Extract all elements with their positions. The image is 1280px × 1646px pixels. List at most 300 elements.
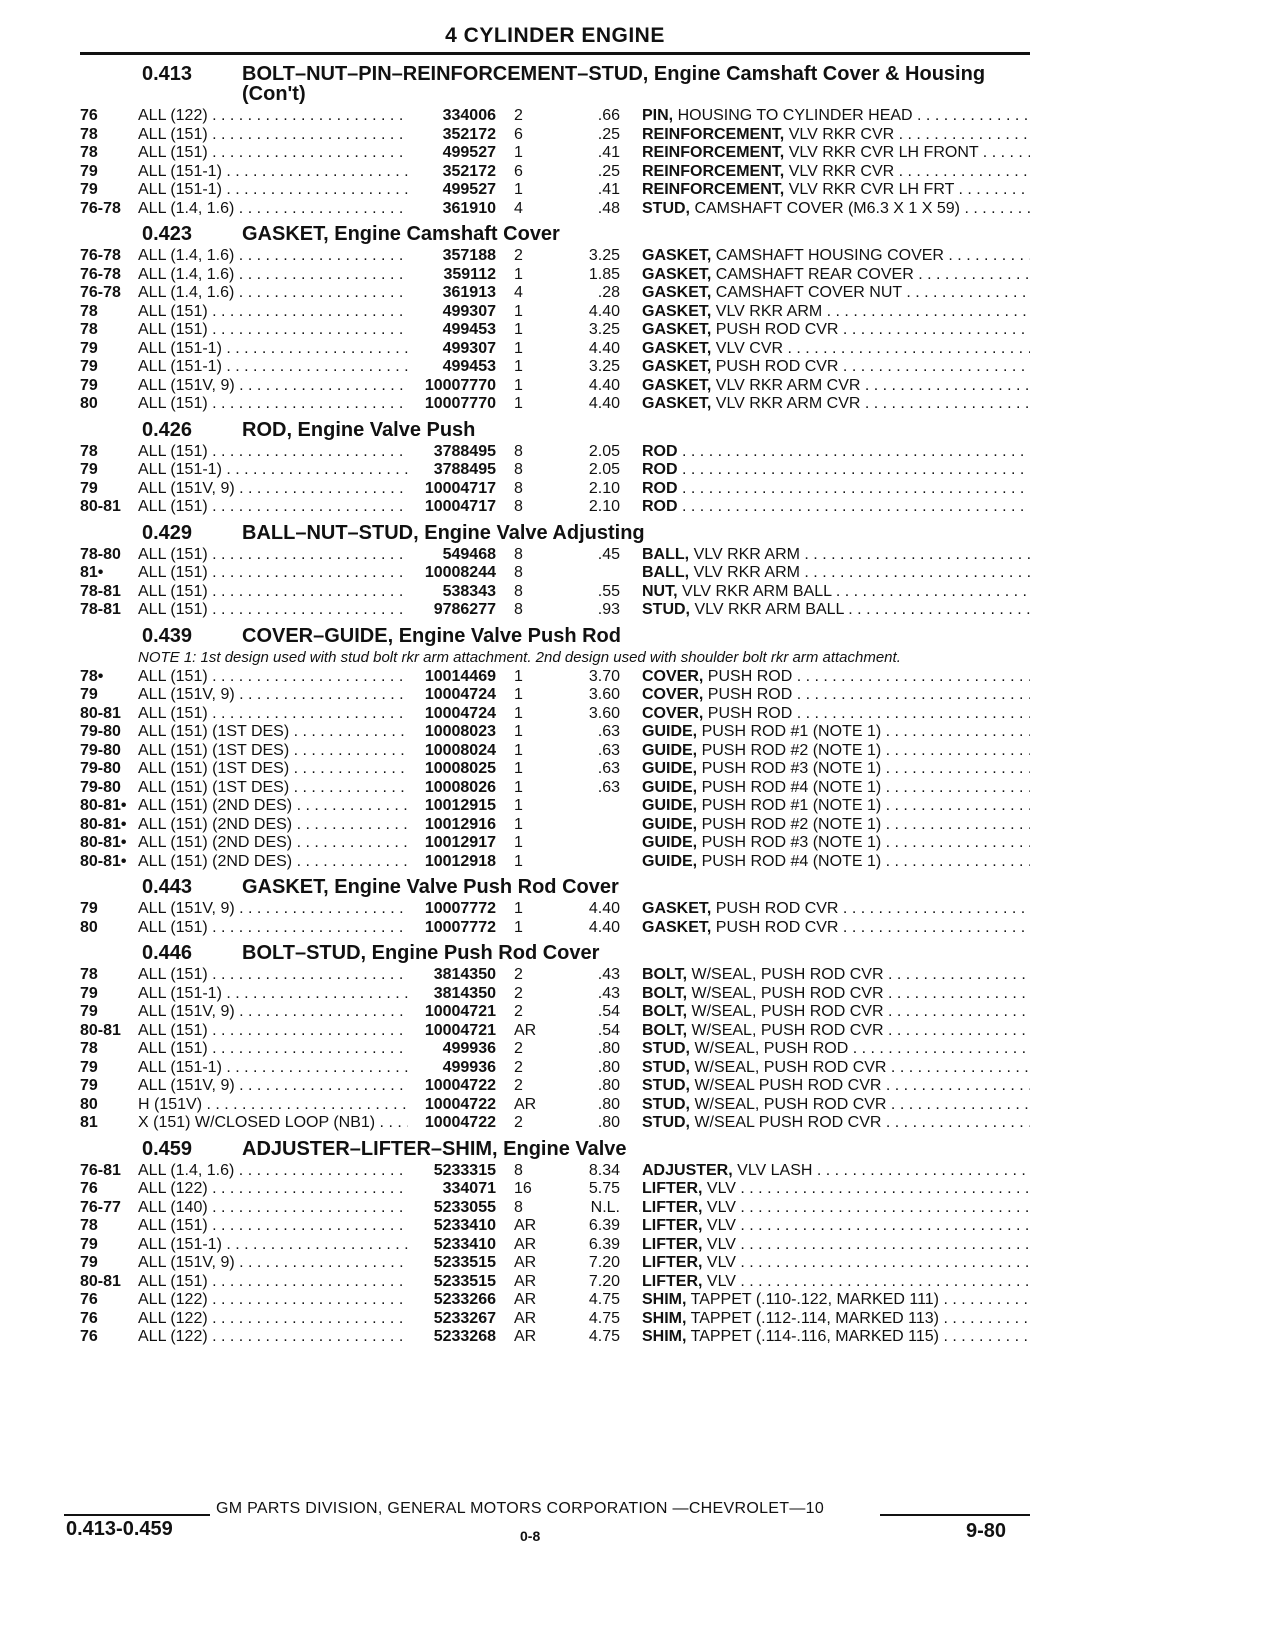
row-part-detail: PUSH ROD #2 (NOTE 1)	[701, 741, 882, 759]
row-description	[628, 358, 1030, 377]
row-model	[138, 340, 408, 359]
row-part-detail: PUSH ROD CVR	[715, 918, 839, 936]
row-description-text	[642, 966, 1030, 983]
row-model-text: ALL (151) . . .	[138, 564, 408, 581]
row-description	[628, 443, 1030, 462]
row-model-text: ALL (151-1) . . .	[138, 163, 408, 180]
row-description-text	[642, 1217, 1030, 1234]
row-part-number: 10004717	[424, 498, 496, 515]
row-price: 2.05	[588, 442, 620, 460]
part-row	[80, 144, 1030, 163]
row-part-name: REINFORCEMENT,	[642, 144, 785, 161]
row-part-name: STUD,	[642, 1058, 690, 1076]
row-model	[138, 1328, 408, 1347]
row-part-name: BOLT,	[642, 966, 688, 983]
row-part-name: ROD	[642, 442, 678, 460]
row-year: 79	[80, 1058, 98, 1076]
section-header	[80, 420, 1030, 440]
row-model	[138, 760, 408, 779]
row-description-text	[642, 1236, 1030, 1253]
row-part-number: 334071	[442, 1180, 496, 1197]
row-description-text	[642, 303, 1030, 320]
row-quantity: 8	[514, 1161, 523, 1179]
row-model-text: ALL (151) . . .	[138, 668, 408, 685]
row-part-name: GUIDE,	[642, 723, 698, 740]
row-description	[628, 1199, 1030, 1218]
row-description	[628, 900, 1030, 919]
row-part-detail: VLV RKR ARM	[693, 564, 800, 581]
section-number: 0.443	[142, 876, 193, 898]
row-quantity: 8	[514, 564, 523, 581]
row-model	[138, 816, 408, 835]
row-model-text: ALL (151) . . .	[138, 1217, 408, 1234]
row-description-text	[642, 461, 1030, 478]
row-part-name: GASKET,	[642, 321, 712, 338]
row-description	[628, 834, 1030, 853]
row-part-detail: W/SEAL, PUSH ROD CVR	[694, 1095, 887, 1113]
row-part-number: 334006	[442, 107, 496, 124]
row-description-text	[642, 1059, 1030, 1076]
row-year: 80-81•	[80, 834, 127, 851]
row-part-name: LIFTER,	[642, 1180, 703, 1197]
section-number: 0.423	[142, 223, 193, 245]
part-row	[80, 900, 1030, 919]
row-part-number: 5233267	[433, 1309, 496, 1327]
row-year: 78	[80, 442, 98, 460]
row-description	[628, 723, 1030, 742]
row-part-detail: VLV RKR ARM CVR	[715, 376, 861, 394]
section-header	[80, 626, 1030, 646]
row-year: 79-80	[80, 778, 121, 796]
row-description-text	[642, 443, 1030, 460]
row-part-name: REINFORCEMENT,	[642, 162, 785, 180]
row-part-detail: W/SEAL, PUSH ROD	[694, 1040, 849, 1057]
row-year: 80-81	[80, 1021, 121, 1039]
row-model-text: ALL (151) (1ST DES) . . .	[138, 760, 408, 777]
row-part-number: 499936	[442, 1040, 496, 1057]
row-part-number: 10007770	[424, 376, 496, 394]
row-model-text: ALL (151-1) . . .	[138, 1236, 408, 1253]
row-quantity: AR	[514, 1309, 537, 1327]
row-part-detail: PUSH ROD #4 (NOTE 1)	[701, 778, 882, 796]
row-description	[628, 583, 1030, 602]
row-model	[138, 321, 408, 340]
part-row	[80, 1077, 1030, 1096]
row-quantity: 8	[514, 479, 523, 497]
row-description	[628, 853, 1030, 872]
row-model-text: ALL (151-1) . . .	[138, 1059, 408, 1076]
part-row	[80, 1310, 1030, 1329]
row-quantity: AR	[514, 1272, 537, 1290]
row-price: 2.05	[588, 461, 620, 478]
row-quantity: 1	[514, 918, 523, 936]
row-year: 76	[80, 1180, 98, 1197]
row-model	[138, 1254, 408, 1273]
row-price: 7.20	[588, 1272, 620, 1290]
row-model	[138, 480, 408, 499]
row-quantity: 1	[514, 704, 523, 722]
row-model-text: ALL (151) (1ST DES) . . .	[138, 779, 408, 796]
row-model	[138, 686, 408, 705]
row-model-text: ALL (151) . . .	[138, 321, 408, 338]
row-part-name: COVER,	[642, 667, 704, 685]
row-part-number: 10012918	[424, 852, 496, 870]
row-quantity: AR	[514, 1021, 537, 1039]
row-year: 78	[80, 125, 98, 143]
row-part-name: BALL,	[642, 545, 690, 563]
row-part-number: 499527	[442, 181, 496, 198]
part-row	[80, 779, 1030, 798]
part-row	[80, 461, 1030, 480]
row-part-number: 359112	[443, 265, 496, 283]
row-part-name: STUD,	[642, 1040, 690, 1057]
row-model-text: ALL (151) . . .	[138, 443, 408, 460]
row-part-name: GUIDE,	[642, 852, 698, 870]
row-description	[628, 1254, 1030, 1273]
row-description-text	[642, 321, 1030, 338]
row-description	[628, 742, 1030, 761]
row-part-detail: PUSH ROD CVR	[715, 321, 839, 338]
row-model-text: ALL (151V, 9) . . .	[138, 686, 408, 703]
row-year: 81•	[80, 564, 104, 581]
page-title: 4 CYLINDER ENGINE	[445, 24, 665, 47]
row-model	[138, 985, 408, 1004]
row-quantity: 1	[514, 358, 523, 375]
row-price: 7.20	[588, 1254, 620, 1271]
row-description-text	[642, 498, 1030, 515]
row-model	[138, 742, 408, 761]
section-title: BALL–NUT–STUD, Engine Valve Adjusting	[242, 521, 645, 544]
row-model	[138, 564, 408, 583]
row-description	[628, 200, 1030, 219]
row-model-text: ALL (1.4, 1.6) . . .	[138, 247, 408, 264]
row-price: 3.25	[588, 358, 620, 375]
row-model	[138, 1059, 408, 1078]
row-year: 76-77	[80, 1198, 121, 1216]
row-price: 3.60	[588, 686, 620, 703]
row-description	[628, 1077, 1030, 1096]
part-row	[80, 1114, 1030, 1133]
part-row	[80, 564, 1030, 583]
row-price: 4.75	[588, 1309, 620, 1327]
row-part-number: 10008244	[424, 564, 496, 581]
row-part-number: 361910	[442, 199, 496, 217]
row-price: .54	[597, 1003, 620, 1020]
row-description	[628, 266, 1030, 285]
row-quantity: 1	[514, 395, 523, 412]
row-model-text: ALL (122) . . .	[138, 1180, 408, 1197]
row-part-detail: TAPPET (.112-.114, MARKED 113)	[690, 1309, 939, 1327]
row-model	[138, 1273, 408, 1292]
row-price: 3.25	[588, 247, 620, 264]
row-quantity: 8	[514, 461, 523, 478]
row-model	[138, 797, 408, 816]
part-row	[80, 498, 1030, 517]
section-note: NOTE 1: 1st design used with stud bolt rkr arm attachment. 2nd design used with shoulder bolt rkr arm attachment.	[138, 648, 901, 666]
row-part-detail: VLV RKR ARM CVR	[715, 395, 861, 412]
row-description-text	[642, 340, 1030, 357]
row-year: 78	[80, 302, 98, 320]
row-price: 1.85	[588, 265, 620, 283]
row-quantity: 8	[514, 601, 523, 618]
row-model	[138, 163, 408, 182]
row-price: .80	[597, 1040, 620, 1057]
row-quantity: 1	[514, 723, 523, 740]
header-rule	[80, 52, 1030, 55]
section-header	[80, 1139, 1030, 1159]
section-number: 0.446	[142, 942, 193, 964]
row-year: 78•	[80, 667, 104, 685]
row-model	[138, 200, 408, 219]
footer-section-range: 0.413-0.459	[66, 1518, 173, 1540]
row-quantity: 2	[514, 966, 523, 983]
row-year: 79	[80, 358, 98, 375]
row-price: 4.40	[588, 302, 620, 320]
row-model-text: ALL (151) (1ST DES) . . .	[138, 723, 408, 740]
row-year: 79	[80, 461, 98, 478]
row-quantity: 6	[514, 125, 523, 143]
row-description	[628, 126, 1030, 145]
row-description-text	[642, 779, 1030, 796]
row-quantity: 16	[514, 1180, 532, 1197]
row-price: 4.40	[588, 376, 620, 394]
row-model	[138, 1162, 408, 1181]
row-quantity: AR	[514, 1217, 537, 1234]
row-description-text	[642, 797, 1030, 814]
row-description-text	[642, 1003, 1030, 1020]
row-quantity: 1	[514, 144, 523, 161]
part-row	[80, 583, 1030, 602]
part-row	[80, 443, 1030, 462]
row-year: 78-81	[80, 582, 121, 600]
row-part-number: 538343	[442, 582, 496, 600]
row-model-text: ALL (140) . . .	[138, 1199, 408, 1216]
row-part-detail: VLV	[706, 1180, 736, 1197]
row-model-text: ALL (151) (2ND DES) . . .	[138, 853, 408, 870]
row-model	[138, 919, 408, 938]
row-part-detail: PUSH ROD #2 (NOTE 1)	[701, 815, 882, 833]
row-part-detail: PUSH ROD #1 (NOTE 1)	[701, 797, 882, 814]
row-quantity: AR	[514, 1254, 537, 1271]
row-year: 80-81	[80, 704, 121, 722]
row-part-number: 352172	[442, 162, 496, 180]
row-year: 79	[80, 339, 98, 357]
row-model	[138, 779, 408, 798]
row-quantity: 2	[514, 247, 523, 264]
section-header	[80, 943, 1030, 963]
row-part-number: 5233410	[433, 1235, 496, 1253]
row-description	[628, 1291, 1030, 1310]
row-part-detail: CAMSHAFT COVER (M6.3 X 1 X 59)	[694, 199, 960, 217]
row-part-number: 499453	[442, 321, 496, 338]
row-year: 79	[80, 479, 98, 497]
row-description-text	[642, 1077, 1030, 1094]
row-model	[138, 834, 408, 853]
row-description-text	[642, 1291, 1030, 1308]
row-part-name: GASKET,	[642, 918, 712, 936]
row-model-text: ALL (151) . . .	[138, 705, 408, 722]
section-number: 0.459	[142, 1137, 193, 1160]
row-part-detail: VLV RKR ARM BALL	[694, 601, 844, 618]
row-price: 2.10	[588, 498, 620, 515]
row-price: .93	[597, 601, 620, 618]
row-quantity: 2	[514, 1040, 523, 1057]
row-part-number: 10008025	[424, 760, 496, 777]
row-quantity: 1	[514, 667, 523, 685]
row-part-name: GUIDE,	[642, 797, 698, 814]
row-price: .63	[597, 723, 620, 740]
row-description-text	[642, 919, 1030, 936]
row-year: 79	[80, 984, 98, 1002]
row-quantity: AR	[514, 1095, 537, 1113]
row-description-text	[642, 760, 1030, 777]
row-description	[628, 705, 1030, 724]
row-model-text: ALL (151-1) . . .	[138, 340, 408, 357]
row-part-name: GUIDE,	[642, 778, 698, 796]
row-model	[138, 377, 408, 396]
part-row	[80, 1328, 1030, 1347]
row-description	[628, 461, 1030, 480]
row-price: 8.34	[588, 1161, 620, 1179]
row-quantity: 1	[514, 815, 523, 833]
row-part-detail: PUSH ROD CVR	[715, 900, 839, 917]
row-description-text	[642, 266, 1030, 283]
section-header	[80, 523, 1030, 543]
row-part-name: BOLT,	[642, 1003, 688, 1020]
row-part-number: 499307	[442, 339, 496, 357]
row-part-number: 5233266	[433, 1291, 496, 1308]
row-part-number: 10014469	[424, 667, 496, 685]
row-quantity: 8	[514, 498, 523, 515]
row-price: .63	[597, 778, 620, 796]
row-part-name: NUT,	[642, 582, 678, 600]
row-price: 3.25	[588, 321, 620, 338]
row-price: 4.75	[588, 1328, 620, 1345]
part-row	[80, 200, 1030, 219]
row-year: 79	[80, 1254, 98, 1271]
row-year: 79	[80, 900, 98, 917]
row-year: 80-81•	[80, 815, 127, 833]
part-row	[80, 377, 1030, 396]
row-year: 79	[80, 162, 98, 180]
part-row	[80, 966, 1030, 985]
row-description	[628, 1022, 1030, 1041]
part-row	[80, 723, 1030, 742]
row-description	[628, 1114, 1030, 1133]
row-part-name: STUD,	[642, 1077, 690, 1094]
part-row	[80, 853, 1030, 872]
row-part-number: 3814350	[433, 966, 496, 983]
part-row	[80, 1217, 1030, 1236]
row-part-name: LIFTER,	[642, 1254, 703, 1271]
part-row	[80, 742, 1030, 761]
row-model-text: ALL (1.4, 1.6) . . .	[138, 200, 408, 217]
row-part-name: ADJUSTER,	[642, 1161, 733, 1179]
part-row	[80, 1254, 1030, 1273]
row-model	[138, 546, 408, 565]
row-description-text	[642, 601, 1030, 618]
row-model-text: ALL (1.4, 1.6) . . .	[138, 1162, 408, 1179]
row-description	[628, 797, 1030, 816]
section-header	[80, 64, 1030, 104]
row-part-detail: PUSH ROD CVR	[715, 358, 839, 375]
row-description	[628, 1328, 1030, 1347]
section-number: 0.413	[142, 63, 193, 85]
row-description	[628, 1096, 1030, 1115]
row-part-name: GASKET,	[642, 376, 712, 394]
part-row	[80, 181, 1030, 200]
section-header	[80, 224, 1030, 244]
row-model-text: ALL (151) . . .	[138, 144, 408, 161]
part-row	[80, 601, 1030, 620]
row-model-text: ALL (151) . . .	[138, 1273, 408, 1290]
row-part-name: SHIM,	[642, 1328, 687, 1345]
row-model-text: ALL (151) (1ST DES) . . .	[138, 742, 408, 759]
row-year: 79	[80, 376, 98, 394]
row-description-text	[642, 1310, 1030, 1327]
part-row	[80, 480, 1030, 499]
row-part-name: GUIDE,	[642, 760, 698, 777]
row-part-number: 5233055	[433, 1198, 496, 1216]
row-part-number: 10008023	[424, 723, 496, 740]
row-quantity: 1	[514, 265, 523, 283]
part-row	[80, 163, 1030, 182]
row-year: 76	[80, 107, 98, 124]
row-model	[138, 1291, 408, 1310]
row-quantity: 1	[514, 741, 523, 759]
row-description-text	[642, 742, 1030, 759]
row-model-text: ALL (151-1) . . .	[138, 181, 408, 198]
row-description	[628, 1217, 1030, 1236]
row-price: 4.40	[588, 918, 620, 936]
row-year: 79	[80, 1003, 98, 1020]
row-description	[628, 181, 1030, 200]
part-row	[80, 985, 1030, 1004]
row-part-number: 10004722	[424, 1114, 496, 1131]
row-quantity: 8	[514, 442, 523, 460]
row-year: 76	[80, 1328, 98, 1345]
row-part-name: ROD	[642, 461, 678, 478]
row-part-number: 10008024	[424, 741, 496, 759]
row-description	[628, 480, 1030, 499]
row-price: 5.75	[588, 1180, 620, 1197]
row-description	[628, 498, 1030, 517]
part-row	[80, 247, 1030, 266]
row-part-number: 499936	[442, 1058, 496, 1076]
row-model	[138, 900, 408, 919]
row-description-text	[642, 395, 1030, 412]
row-part-name: BOLT,	[642, 1021, 688, 1039]
row-description	[628, 1003, 1030, 1022]
row-part-detail: VLV RKR ARM BALL	[682, 582, 832, 600]
row-description-text	[642, 1199, 1030, 1216]
row-model	[138, 966, 408, 985]
row-part-name: COVER,	[642, 686, 704, 703]
row-model-text: ALL (122) . . .	[138, 1328, 408, 1345]
row-model	[138, 1114, 408, 1133]
row-price: .41	[597, 144, 620, 161]
footer-corporation: GM PARTS DIVISION, GENERAL MOTORS CORPORATION —CHEVROLET—10	[216, 1500, 825, 1517]
row-part-detail: VLV RKR ARM	[693, 545, 800, 563]
row-year: 79	[80, 1235, 98, 1253]
row-part-number: 549468	[442, 545, 496, 563]
row-part-number: 10007772	[424, 918, 496, 936]
row-quantity: AR	[514, 1235, 537, 1253]
row-description-text	[642, 377, 1030, 394]
row-model-text: ALL (1.4, 1.6) . . .	[138, 284, 408, 301]
row-description	[628, 816, 1030, 835]
row-part-number: 10004724	[424, 686, 496, 703]
